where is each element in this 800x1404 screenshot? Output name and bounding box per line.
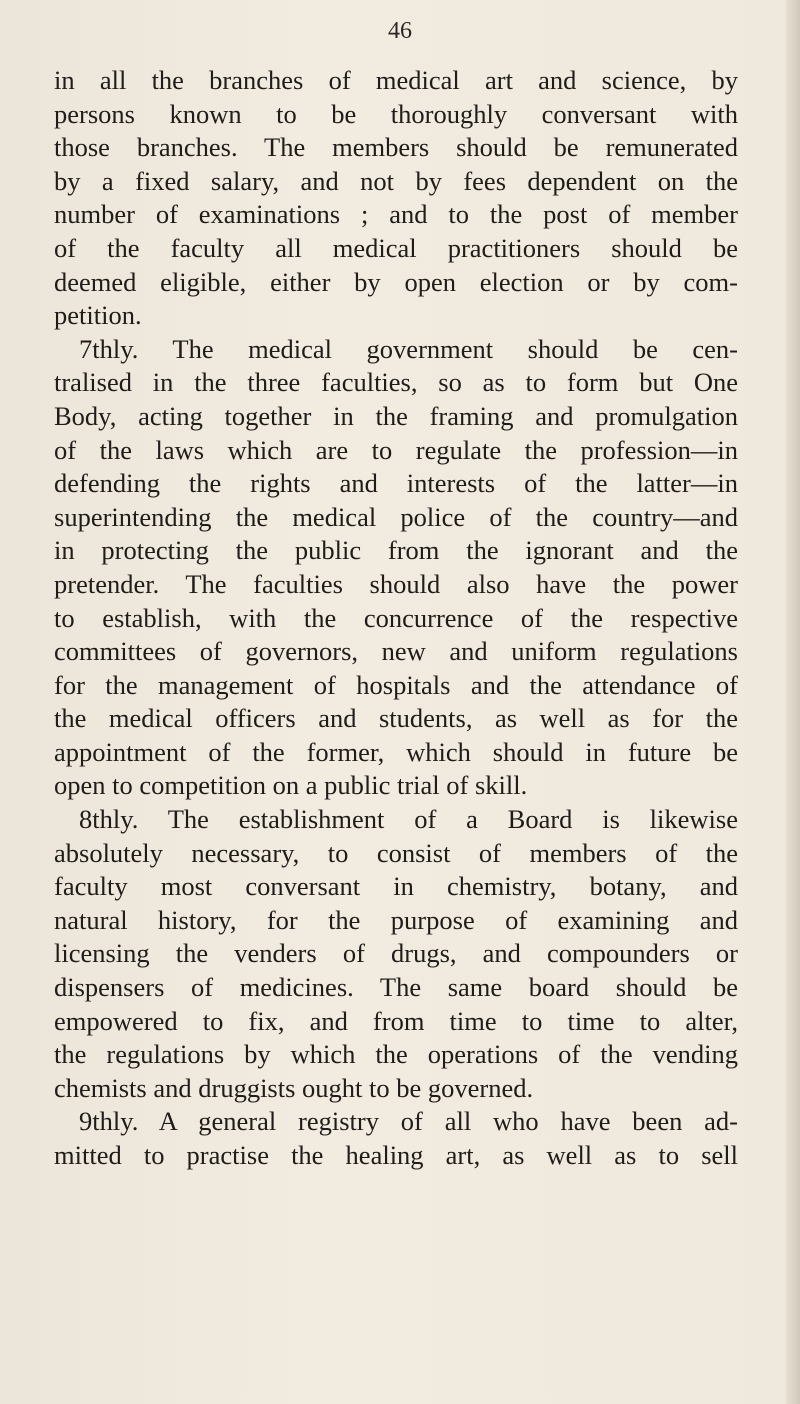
body-text: [54, 64, 738, 1173]
text-line: natural history, for the purpose of examining and: [54, 904, 738, 935]
text-line: tralised in the three faculties, so as to form but One: [54, 367, 738, 398]
text-line: defending the rights and interests of the latter—in: [54, 468, 738, 499]
text-line: deemed eligible, either by open election or by com-: [54, 266, 738, 297]
text-line: of the faculty all medical practitioners should be: [54, 232, 738, 263]
text-line: faculty most conversant in chemistry, botany, and: [54, 871, 738, 902]
text-line: absolutely necessary, to consist of members of the: [54, 837, 738, 868]
text-line: open to competition on a public trial of skill.: [54, 770, 528, 801]
text-line: the regulations by which the operations of the vending: [54, 1039, 738, 1070]
text-line: mitted to practise the healing art, as well as to sell: [54, 1140, 738, 1170]
paragraph-8thly-start: 8thly. The establishment of a Board is likewise: [79, 804, 738, 835]
paragraph-9thly-start: 9thly. A general registry of all who have been ad-: [79, 1106, 738, 1137]
paragraph-7thly-start: 7thly. The medical government should be cen-: [79, 333, 738, 364]
text-line: petition.: [54, 300, 142, 331]
text-line: committees of governors, new and uniform regulations: [54, 636, 738, 667]
text-line: appointment of the former, which should in future be: [54, 736, 738, 767]
text-line: by a fixed salary, and not by fees dependent on the: [54, 165, 738, 196]
text-line: persons known to be thoroughly conversant with: [54, 98, 738, 129]
page-number: 46: [388, 18, 412, 44]
page-edge-shadow: [786, 0, 800, 1404]
text-line: superintending the medical police of the country—and: [54, 501, 738, 532]
text-line: in all the branches of medical art and science, by: [54, 65, 738, 95]
text-line: of the laws which are to regulate the profession—in: [54, 434, 738, 465]
text-line: in protecting the public from the ignorant and the: [54, 535, 738, 566]
text-line: empowered to fix, and from time to time to alter,: [54, 1005, 738, 1036]
text-line: for the management of hospitals and the attendance of: [54, 669, 738, 700]
text-line: Body, acting together in the framing and promulgation: [54, 400, 738, 431]
text-line: those branches. The members should be remunerated: [54, 132, 738, 163]
text-line: the medical officers and students, as well as for the: [54, 703, 738, 734]
text-line: chemists and druggists ought to be governed.: [54, 1072, 534, 1103]
text-line: licensing the venders of drugs, and compounders or: [54, 938, 738, 969]
text-line: dispensers of medicines. The same board should be: [54, 972, 738, 1003]
text-line: pretender. The faculties should also have the power: [54, 568, 738, 599]
text-line: to establish, with the concurrence of the respective: [54, 602, 738, 633]
text-line: number of examinations ; and to the post of member: [54, 199, 738, 230]
